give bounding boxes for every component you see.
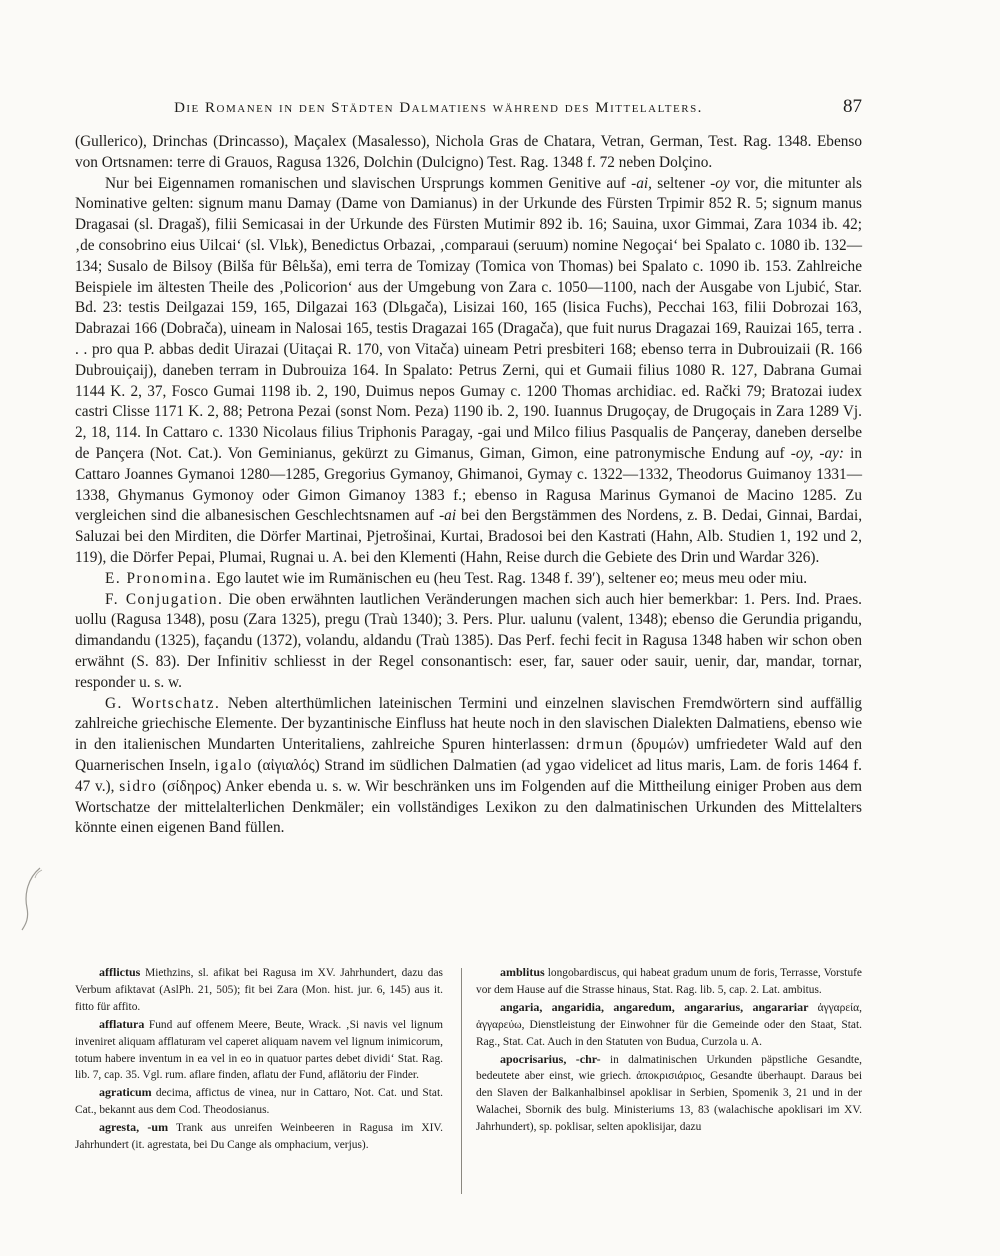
section-heading: G. Wortschatz. — [105, 694, 221, 712]
definition: longobardiscus, qui habeat gradum unum de foris, Terrasse, Vorstufe vor dem Hause auf die Strasse hinaus, Stat. Rag. lib. 5, cap. 2. Lat. ambitus. — [476, 967, 862, 996]
glossary-entry — [75, 1119, 443, 1154]
word-drmun: drmun — [576, 736, 625, 754]
section-heading: E. Pronomina. — [105, 569, 213, 587]
page-number: 87 — [843, 96, 862, 117]
lemma: afflictus — [99, 965, 141, 979]
text-run: (δρυμών) umfriedeter Wald auf den Quarnerischen Inseln, — [75, 736, 862, 774]
paragraph-genitives — [75, 174, 862, 569]
column-divider — [461, 968, 462, 1194]
paragraph-continuation: (Gullerico), Drinchas (Drincasso), Maçalex (Masalesso), Nichola Gras de Chatara, Vetran, German, Test. Rag. 1348. Ebenso von Ortsnamen: terre di Grauos, Ragusa 1326, Dolchin (Dulcigno) Test. Rag. 1348 f. 72 neben Dolçino. — [75, 133, 862, 171]
glossary-column-left — [75, 964, 443, 1154]
paragraph-wortschatz — [75, 694, 862, 840]
glossary-entry — [75, 1084, 443, 1119]
text-run: vor, die mitunter als Nominative gelten: signum manu Damay (Dame von Damianus) in der Urkunde des Fürsten Trpimir 852 R. 5; signum manus Dragasai (sl. Dragaš), filii Semicasai in der Urkunde des Fürsten Mutimir 892 ib. 16; Sauina, uxor Gimmai, Zara 1034 ib. 42; ‚de consobrino eius Uilcai‘ (sl. Vlьk), Benedictus Orbazai, ‚comparaui (seruum) nomine Negoçai‘ bei Spalato c. 1080 ib. 132—134; Susalo de Bilsoy (Bilša für Bêlьša), emi terra de Tomizay (Tomica von Thomas) bei Spalato c. 1090 ib. 153. Zahlreiche Beispiele im ältesten Theile des ‚Policorion‘ aus der Umgebung von Zara c. 1050—1100, nach der Ausgabe von Ljubić, Star. Bd. 23: testis Deilgazai 159, 165, Dilgazai 163 (Dlьgača), Lisizai 160, 165 (lisica Fuchs), Pecchai 163, filii Dobrozai 163, Dabrazai 166 (Dobrača), uineam in Nalosai 165, testis Dragazai 165 (Dragača), que fuit nurus Dragazai 169, Rauizai 165, terra . . . pro qua P. abbas dedit Uirazai (Uitaçai R. 170, von Vitača) uineam Petri presbiteri 168; ebenso terra in Dubrouizaii (R. 166 Dubrouiçaij), daneben terram in Dubrouiza 164. In Spalato: Petrus Zerni, qui et Gumaii filius 1080 R. 127, Dabrana Gumai 1144 K. 2, 37, Fosco Gumai 1198 ib. 2, 190, Duimus nepos Gumay c. 1200 Thomas archidiac. ed. Rački 79; Bratozai iudex castri Clisse 1171 K. 2, 88; Petrona Pezai (sonst Nom. Peza) 1190 ib. 2, 190. Iuannus Drugoçay, de Drugoçais in Zara 1289 Vj. 2, 18, 114. In Cattaro c. 1330 Nicolaus filius Triphonis Paragay, -gai und Milco filius Pasqualis de Pançeray, daneben derselbe de Pançera (Not. Cat.). Von Geminianus, gekürzt zu Gimanus, Giman, Gimon, eine patronymische Endung auf — [75, 174, 862, 462]
lemma: angaria, angaridia, angaredum, angararius, angarariar — [500, 999, 809, 1014]
text-run: Ego lautet wie im Rumänischen eu (heu Test. Rag. 1348 f. 39′), seltener eo; meus meu oder miu. — [216, 569, 808, 587]
glossary-column-right — [476, 964, 862, 1136]
text-run: Die oben erwähnten lautlichen Veränderungen machen sich auch hier bemerkbar: 1. Pers. Ind. Praes. uollu (Ragusa 1348), posu (Zara 1325), pregu (Traù 1340); 3. Pers. Plur. ualunu (valent, 1348); ebenso die Gerundia prigandu, dimandandu (1325), façandu (1372), volandu, aldandu (Traù 1385). Das Perf. fechi fecit in Ragusa 1348 haben wir schon oben erwähnt (S. 83). Der Infinitiv schliesst in der Regel consonantisch: eser, far, sauer oder sauir, uenir, dar, mandar, tornar, responder u. s. w. — [75, 590, 862, 691]
definition: ἀγγαρεία, ἀγγαρεύω, Dienstleistung der Einwohner für die Gemeinde oder den Staat, Stat. Rag., Stat. Cat. Auch in den Statuten von Budua, Curzola u. A. — [476, 1001, 862, 1048]
paragraph-conjugation — [75, 590, 862, 694]
glossary-entry — [476, 1051, 862, 1137]
glossary-entry — [75, 964, 443, 1016]
lemma: amblitus — [500, 965, 545, 979]
word-sidro: sidro — [119, 777, 158, 795]
text-run: Nur bei Eigennamen romanischen und slavischen Ursprungs kommen Genitive auf — [105, 174, 626, 192]
definition: Fund auf offenem Meere, Beute, Wrack. ‚Si navis vel lignum inveniret aliquam afflaturam vel caperet aliquam navem vel lignum inimicorum, totum habere inventum in ea vel in eo in quatuor partes debet dividi‘ Stat. Rag. lib. 7, cap. 35. Vgl. rum. aflare finden, aflatu der Fund, aflătoriu der Finder. — [75, 1018, 443, 1082]
margin-pencil-mark — [18, 864, 48, 932]
text-run: (αἰγιαλός) Strand im südlichen Dalmatien (ad ygao videlicet ad litus maris, Lam. de foris 1464 f. 47 v.), — [75, 756, 862, 795]
lemma: agresta, -um — [99, 1120, 169, 1135]
text-run: Neben alterthümlichen lateinischen Termini und einzelnen slavischen Fremdwörtern sind auffällig zahlreiche griechische Elemente. Der byzantinische Einfluss hat heute noch in den slavischen Dialekten Dalmatiens, ebenso wie in den italienischen Mundarten Unteritaliens, zahlreiche Spuren hinterlassen: — [75, 694, 862, 754]
definition: Miethzins, sl. afikat bei Ragusa im XV. Jahrhundert, dazu das Verbum afiktavat (AslPh. 21, 505); fit bei Zara (Mon. hist. jur. 6, 145) aus it. fitto für affito. — [75, 967, 443, 1013]
word-igalo: igalo — [214, 756, 253, 774]
text-run: in Cattaro Joannes Gymanoi 1280—1285, Gregorius Gymanoy, Ghimanoi, Gymay c. 1322—1332, Theodorus Guimanoy 1331—1338, Ghymanus Gymonoy oder Gimon Gimanoy 1383 f.; ebenso in Ragusa Marinus Gymanoi de Macino 1285. Zu vergleichen sind die albanesischen Geschlechtsnamen auf — [75, 444, 863, 525]
suffix-oy-ay: -oy, -ay: — [790, 444, 844, 462]
definition: Trank aus unreifen Weinbeeren in Ragusa im XIV. Jahrhundert (it. agrestata, bei Du Cange als omphacium, verjus). — [75, 1122, 443, 1152]
definition: decima, affictus de vinea, nur in Cattaro, Not. Cat. und Stat. Cat., bekannt aus dem Cod. Theodosianus. — [75, 1087, 443, 1117]
lemma: agraticum — [99, 1085, 152, 1100]
suffix-ai: -ai — [439, 507, 457, 525]
text-run: (σίδηρος) Anker ebenda u. s. w. Wir beschränken uns im Folgenden auf die Mittheilung einiger Proben aus dem Wortschatze der mittelalterlichen Denkmäler; ein vollständiges Lexikon zu den dalmatinischen Urkunden des Mittelalters könnte einen eigenen Band füllen. — [75, 777, 862, 837]
paragraph-pronomina — [75, 569, 862, 590]
glossary-entry — [476, 999, 862, 1051]
text-run: seltener — [657, 174, 705, 192]
text-run: bei den Bergstämmen des Nordens, z. B. Dedai, Ginnai, Bardai, Saluzai bei den Mirditen, die Dörfer Martinai, Pjetrošinai, Kurtai, Bradosoi bei den Kastrati (Hahn, Alb. Studien 1, 192 und 2, 119), die Dörfer Pepai, Plumai, Rugnai u. A. bei den Klementi (Hahn, Reise durch die Gebiete des Drin und Wardar 326). — [75, 507, 863, 566]
running-header — [75, 96, 862, 124]
main-text — [75, 132, 862, 839]
running-title: Die Romanen in den Städten Dalmatiens während des Mittelalters. — [174, 100, 703, 116]
lemma: apocrisarius, -chr- — [500, 1051, 601, 1066]
glossary-entry — [476, 964, 862, 999]
glossary-entry — [75, 1016, 443, 1085]
section-heading: F. Conjugation. — [105, 590, 224, 608]
definition: in dalmatinischen Urkunden päpstliche Gesandte, bedeutete aber einst, wie griech. ἀποκρισιάριος, Gesandte überhaupt. Daraus bei den Slaven der Balkanhalbinsel apoklisar in Serbien, Spomenik 3, 21 und in der Walachei, Sbornik des bulg. Ministeriums 13, 83 (walachische apoklisari im XV. Jahrhundert), sp. poklisar, selten apoklisijar, dazu — [476, 1053, 862, 1134]
suffix-ai: -ai, — [631, 174, 652, 192]
suffix-oy: -oy — [710, 174, 730, 192]
lemma: afflatura — [99, 1016, 145, 1031]
